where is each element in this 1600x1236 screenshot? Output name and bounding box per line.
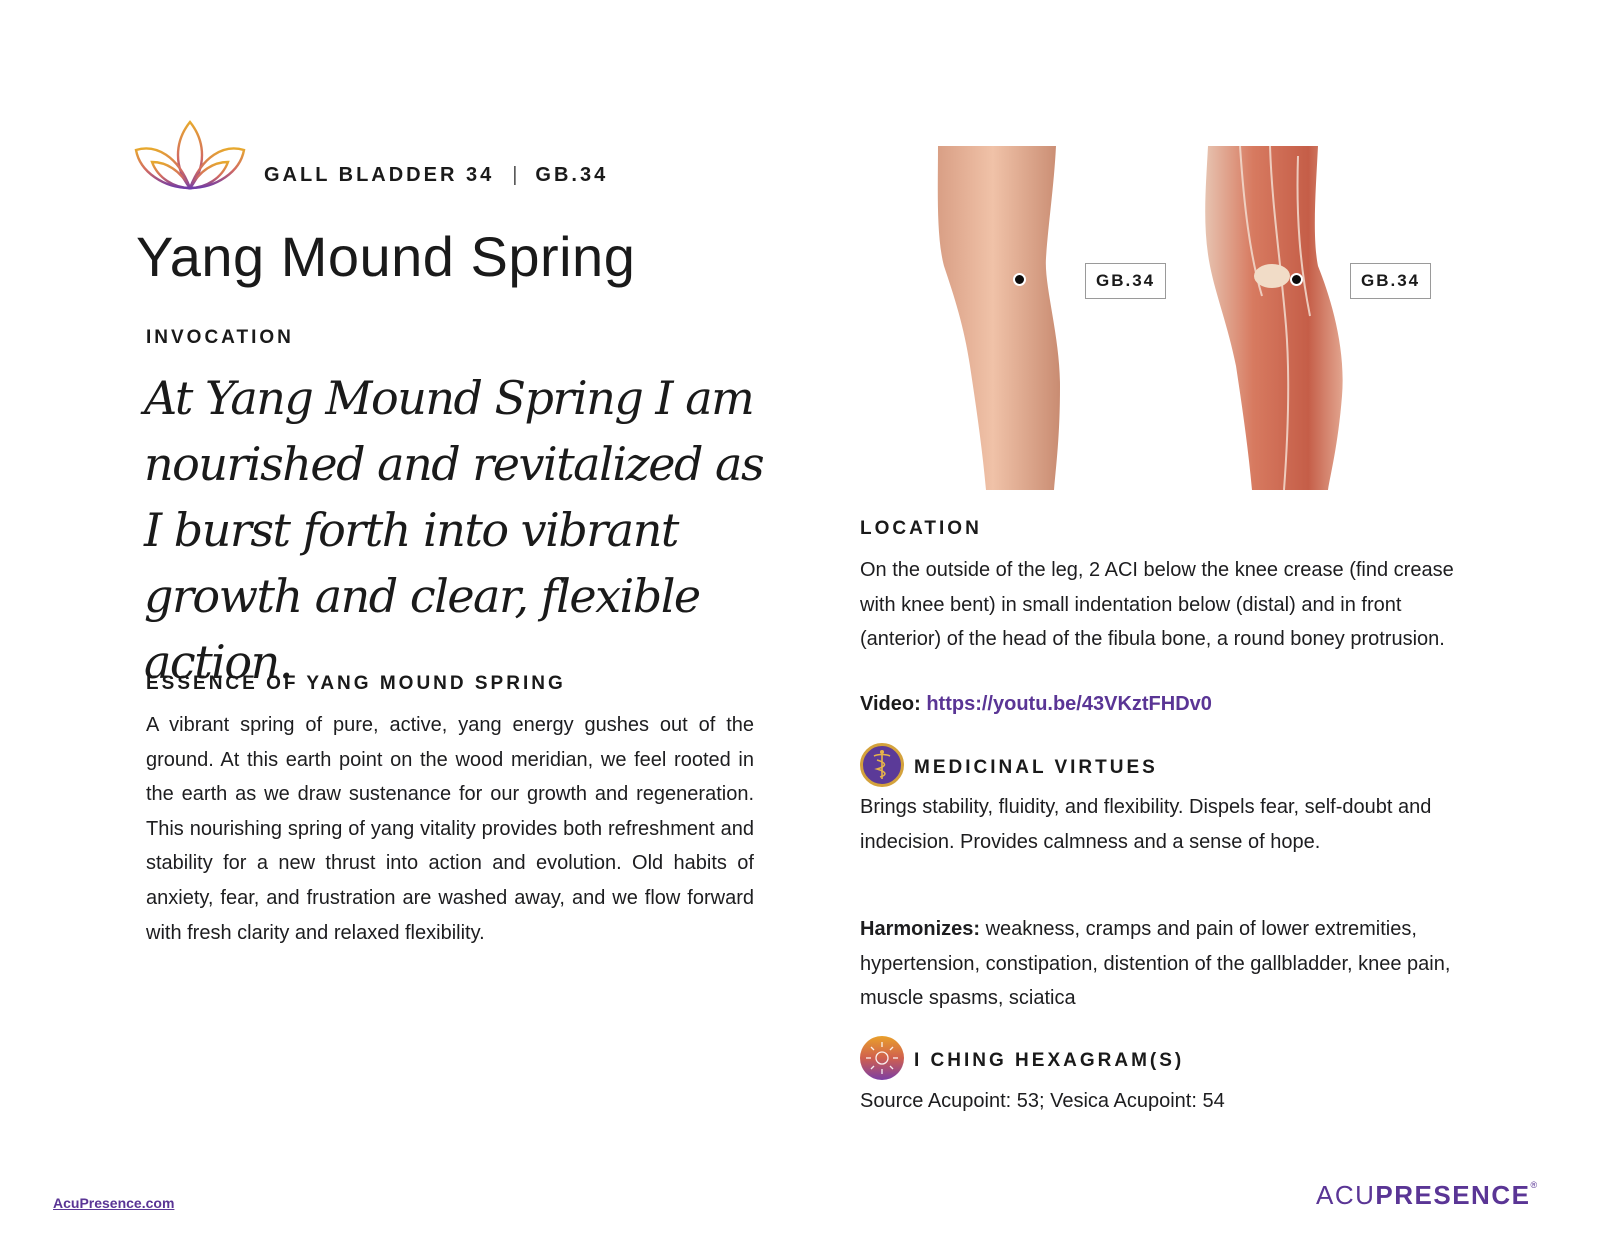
location-heading: LOCATION [860, 518, 982, 539]
header-separator: | [512, 164, 518, 186]
page-title: Yang Mound Spring [136, 225, 636, 288]
leg-muscle-image [1200, 146, 1360, 490]
medicinal-virtues-heading: MEDICINAL VIRTUES [914, 757, 1158, 778]
footer-website-link[interactable]: AcuPresence.com [53, 1195, 175, 1211]
brand-wordmark [1316, 1180, 1537, 1211]
meridian-name: GALL BLADDER 34 [264, 164, 495, 186]
point-code: GB.34 [535, 164, 609, 186]
lotus-logo-icon [134, 120, 246, 196]
video-line [860, 693, 1212, 716]
i-ching-text: Source Acupoint: 53; Vesica Acupoint: 54 [860, 1090, 1225, 1112]
skin-point-label: GB.34 [1085, 263, 1166, 299]
point-header [264, 164, 608, 187]
harmonizes-label: Harmonizes: [860, 918, 981, 940]
location-text: On the outside of the leg, 2 ACI below the knee crease (find crease with knee bent) in small indentation below (distal) and in front (anterior) of the head of the fibula bone, a round boney protrusion. [860, 559, 1454, 651]
video-link[interactable]: https://youtu.be/43VKztFHDv0 [926, 693, 1212, 715]
essence-heading: ESSENCE OF YANG MOUND SPRING [146, 673, 566, 694]
acupoint-marker [1013, 273, 1026, 286]
registered-mark: ® [1530, 1180, 1538, 1190]
brand-wordmark-main: PRESENCE [1375, 1180, 1531, 1210]
harmonizes-list: weakness, cramps and pain of lower extremities, hypertension, constipation, distention of the gallbladder, knee pain, muscle spasms, sciatica [860, 918, 1451, 1010]
caduceus-icon [860, 743, 904, 787]
medicinal-virtues-text: Brings stability, fluidity, and flexibility. Dispels fear, self-doubt and indecision. Provides calmness and a sense of hope. [860, 796, 1432, 853]
invocation-heading: INVOCATION [146, 327, 294, 348]
muscle-point-label: GB.34 [1350, 263, 1431, 299]
i-ching-mandala-icon [860, 1036, 904, 1080]
i-ching-heading: I CHING HEXAGRAM(S) [914, 1050, 1185, 1071]
leg-skin-image [936, 146, 1066, 490]
video-label: Video: [860, 693, 921, 715]
invocation-text: At Yang Mound Spring I am nourished and revitalized as I burst forth into vibrant growth and clear, flexible action. [144, 371, 764, 689]
essence-text: A vibrant spring of pure, active, yang energy gushes out of the ground. At this earth point on the wood meridian, we feel rooted in the earth as we draw sustenance for our growth and regeneration. This nourishing spring of yang vitality provides both refreshment and stability for a new thrust into action and evolution. Old habits of anxiety, fear, and frustration are washed away, and we flow forward with fresh clarity and relaxed flexibility. [146, 714, 754, 944]
brand-wordmark-prefix: ACU [1316, 1180, 1376, 1210]
acupoint-marker [1290, 273, 1303, 286]
harmonizes-text [860, 912, 1460, 1016]
